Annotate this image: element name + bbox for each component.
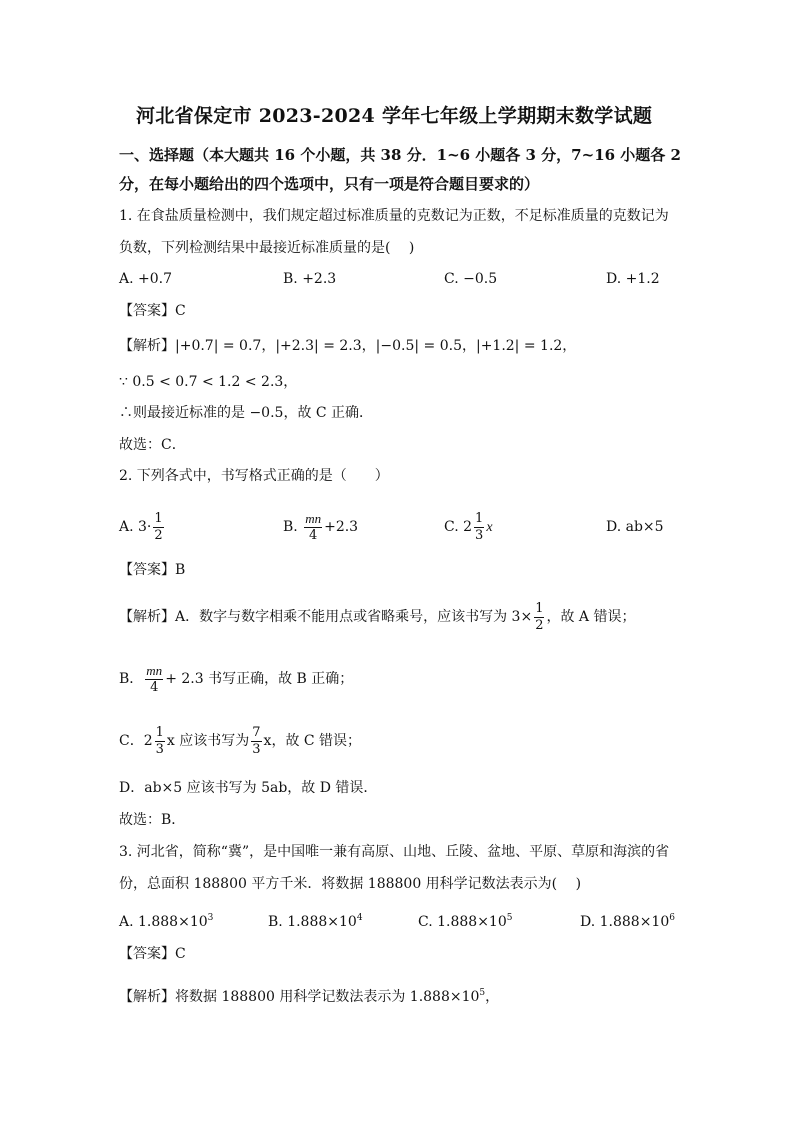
q1-choose: 故选：C．: [119, 437, 186, 453]
fraction-mn-over-4: $\frac{mn}{4}$: [305, 510, 322, 543]
fraction-one-third: $\frac{1}{3}$: [475, 510, 484, 543]
q1-analysis-expression: |+0.7| = 0.7，|+2.3| = 2.3，|−0.5| = 0.5，|+1.2| = 1.2，: [175, 338, 577, 354]
q1-analysis-label: 【解析】: [119, 338, 175, 354]
q3-option-a: A. $1.888\times 10^3$: [119, 913, 214, 930]
q2-answer: 【答案】B: [119, 562, 186, 578]
fraction-one-half: $\frac{1}{2}$: [535, 600, 544, 633]
q1-analysis: [119, 336, 576, 356]
q1-therefore: ∴则最接近标准的是 −0.5，故 C 正确．: [119, 405, 374, 421]
q1-stem-line1: 1. 在食盐质量检测中，我们规定超过标准质量的克数记为正数，不足标准质量的克数记为: [119, 208, 669, 224]
q2-option-b-label: B.: [283, 519, 298, 535]
page-title: 河北省保定市 2023-2024 学年七年级上学期期末数学试题: [136, 105, 653, 127]
q2-stem: 2. 下列各式中，书写格式正确的是（ ）: [119, 468, 389, 484]
q2-choose: 故选：B．: [119, 812, 186, 828]
q1-because: ∵ 0.5 < 0.7 < 1.2 < 2.3，: [119, 374, 298, 390]
q3-stem-line2: 份，总面积 188800 平方千米．将数据 188800 用科学记数法表示为( ): [119, 876, 582, 892]
fraction-mn-over-4: $\frac{mn}{4}$: [146, 662, 163, 695]
fraction-one-half: $\frac{1}{2}$: [154, 510, 163, 543]
q2-analysis-c: C．2 $\frac{1}{3}$ x 应该书写为 $\frac{7}{3}$ x，故 C 错误；: [119, 724, 362, 757]
fraction-seven-thirds: $\frac{7}{3}$: [252, 724, 261, 757]
q2-option-c-label: C. 2: [444, 519, 473, 535]
q1-option-d: D. +1.2: [606, 271, 660, 287]
q2-analysis-b: B． $\frac{mn}{4}$ + 2.3 书写正确，故 B 正确；: [119, 662, 354, 695]
q3-analysis: 【解析】将数据 188800 用科学记数法表示为 $1.888\times 10^5$，: [119, 988, 500, 1005]
q3-answer: 【答案】C: [119, 946, 186, 962]
q2-option-b-tail: +2.3: [324, 519, 359, 535]
q2-analysis-a: 【解析】A．数字与数字相乘不能用点或省略乘号，应该书写为 3× $\frac{1}{2}$ ，故 A 错误；: [119, 600, 636, 633]
section-heading-line1: 一、选择题（本大题共 16 个小题，共 38 分．1~6 小题各 3 分，7~16 小题各 2: [119, 146, 681, 164]
q1-option-a: A. +0.7: [119, 271, 173, 287]
q2-option-d: D. ab×5: [606, 519, 664, 535]
variable-x: x: [486, 520, 493, 535]
fraction-one-third: $\frac{1}{3}$: [155, 724, 164, 757]
q2-option-b: [283, 508, 358, 546]
q3-stem-line1: 3. 河北省，简称“冀”，是中国唯一兼有高原、山地、丘陵、盆地、平原、草原和海滨的省: [119, 844, 670, 860]
q1-stem-line2: 负数，下列检测结果中最接近标准质量的是( ): [119, 240, 415, 256]
q3-option-b: B. $1.888\times 10^4$: [268, 913, 363, 930]
q2-option-a: [119, 508, 166, 546]
q2-option-c: [444, 508, 493, 547]
q3-option-c: C. $1.888\times 10^5$: [418, 913, 513, 930]
section-heading-line2: 分，在每小题给出的四个选项中，只有一项是符合题目要求的）: [119, 175, 540, 193]
q1-option-b: B. +2.3: [283, 271, 337, 287]
q1-answer: 【答案】C: [119, 303, 186, 319]
q2-option-a-label: A. 3·: [119, 519, 152, 535]
q3-option-d: D. $1.888\times 10^6$: [580, 913, 675, 930]
q2-analysis-d: D．ab×5 应该书写为 5ab，故 D 错误．: [119, 780, 378, 796]
q1-option-c: C. −0.5: [444, 271, 498, 287]
